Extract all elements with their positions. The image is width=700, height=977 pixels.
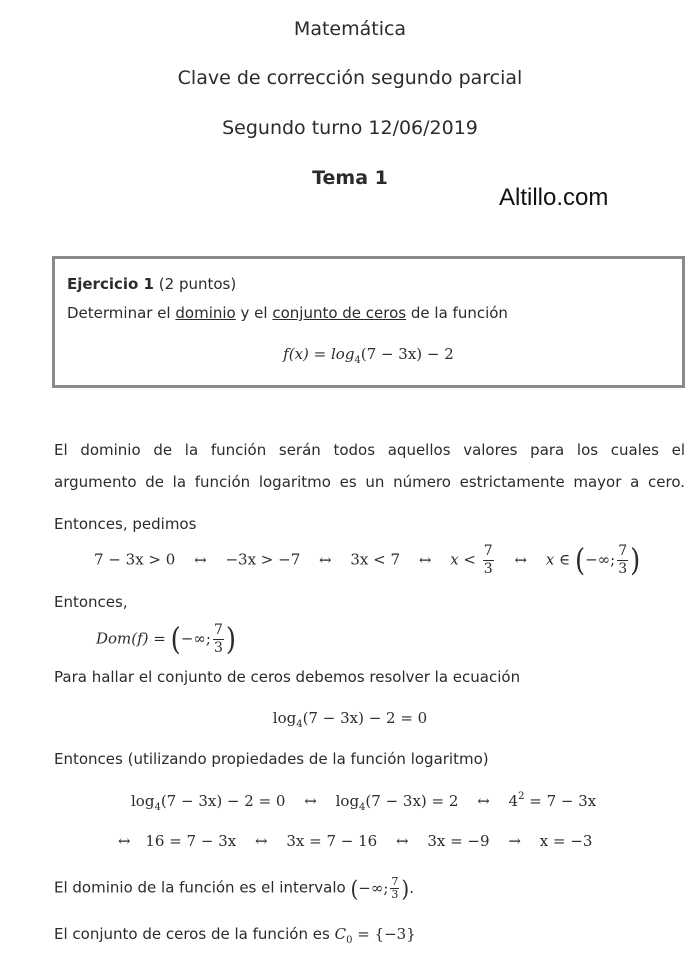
- paragraph-domain-2: argumento de la función logaritmo es un número estrictamente mayor a cero.: [54, 473, 685, 491]
- equation-step: x = −3: [539, 832, 593, 850]
- fraction-numerator: 7: [391, 875, 399, 888]
- fraction-numerator: 7: [618, 543, 628, 559]
- equation-step: = 7 − 3x: [529, 792, 597, 810]
- exercise-label: Ejercicio 1: [67, 275, 154, 293]
- log-text: log: [335, 792, 360, 810]
- fraction-denominator: 3: [213, 640, 223, 656]
- close-paren: ): [630, 542, 641, 579]
- equation-rest: (7 − 3x) − 2 = 0: [302, 709, 428, 727]
- equivalence-arrow: ↔: [194, 550, 207, 569]
- fraction: [213, 622, 224, 657]
- conclusion-text: El dominio de la función es el intervalo: [54, 878, 346, 897]
- interval-left: −∞;: [180, 629, 211, 648]
- domain-lhs: Dom(f) =: [96, 629, 166, 648]
- ineq-step: x <: [450, 550, 476, 569]
- interval-left: −∞;: [585, 550, 616, 569]
- solution-chain-1: [131, 791, 596, 813]
- zeros-subscript: 0: [346, 935, 353, 946]
- inequality-chain: [94, 543, 640, 578]
- log-base: 4: [296, 719, 303, 730]
- statement-text: Determinar el: [67, 304, 171, 322]
- close-paren: ): [225, 621, 237, 658]
- domain-interval: [350, 875, 414, 902]
- equivalence-arrow: ↔: [418, 550, 432, 569]
- fraction-numerator: 7: [213, 622, 223, 638]
- domain-result: [96, 622, 236, 657]
- conclusion-text: El conjunto de ceros de la función es: [54, 925, 330, 943]
- ineq-step: 3x < 7: [350, 550, 401, 569]
- fraction-denominator: 3: [618, 561, 628, 577]
- ineq-step: x ∈: [545, 550, 571, 569]
- zeros-symbol: C: [334, 925, 347, 943]
- subject-heading: Matemática: [293, 18, 407, 40]
- fraction: [483, 543, 494, 578]
- exercise-heading: [67, 275, 236, 293]
- period: .: [409, 878, 414, 897]
- ineq-step: −3x > −7: [225, 550, 301, 569]
- exam-turn-date: Segundo turno 12/06/2019: [222, 117, 478, 139]
- equivalence-arrow: ↔: [254, 832, 268, 850]
- paragraph-zeros-conclusion: [54, 925, 416, 946]
- log-base: 4: [359, 802, 366, 813]
- exercise-box: [52, 256, 685, 388]
- equivalence-arrow: ↔: [395, 832, 409, 850]
- fraction-denominator: 3: [483, 561, 493, 577]
- paragraph-entonces-pedimos: Entonces, pedimos: [54, 515, 197, 533]
- fraction-denominator: 3: [391, 888, 399, 901]
- function-rhs: (7 − 3x) − 2: [360, 345, 454, 363]
- statement-dominio: dominio: [175, 304, 236, 322]
- paragraph-domain-1: El dominio de la función serán todos aquellos valores para los cuales el: [54, 441, 685, 459]
- power-base: 4: [508, 792, 519, 810]
- document-title: Clave de corrección segundo parcial: [177, 67, 523, 89]
- equation-step: 3x = −9: [427, 832, 490, 850]
- exercise-points: (2 puntos): [158, 275, 237, 293]
- open-paren: (: [574, 542, 586, 579]
- open-paren: (: [350, 875, 359, 902]
- function-definition: [55, 345, 682, 366]
- equation-step: (7 − 3x) = 2: [365, 792, 459, 810]
- equation-step: (7 − 3x) − 2 = 0: [160, 792, 286, 810]
- power-exponent: 2: [518, 791, 525, 802]
- open-paren: (: [170, 621, 181, 658]
- paragraph-entonces: Entonces,: [54, 593, 128, 611]
- paragraph-ceros-intro: Para hallar el conjunto de ceros debemos resolver la ecuación: [54, 668, 521, 686]
- equivalence-arrow: ↔: [304, 792, 317, 810]
- interval-left: −∞;: [358, 878, 389, 897]
- equivalence-arrow: ↔: [514, 550, 528, 569]
- equivalence-arrow: ↔: [118, 832, 131, 850]
- close-paren: ): [401, 875, 410, 902]
- function-lhs: f(x) = log: [283, 345, 355, 363]
- statement-text: y el: [240, 304, 268, 322]
- implies-arrow: →: [508, 832, 521, 850]
- watermark-text: Altillo.com: [499, 184, 609, 211]
- equation-step: 3x = 7 − 16: [286, 832, 378, 850]
- zeros-value: = {−3}: [357, 925, 416, 943]
- fraction-numerator: 7: [483, 543, 493, 559]
- log-text: log: [131, 792, 155, 810]
- zero-equation: [0, 709, 700, 730]
- log-base: 4: [154, 802, 161, 813]
- statement-text: de la función: [410, 304, 508, 322]
- exercise-statement: [67, 304, 508, 322]
- paragraph-propiedades: Entonces (utilizando propiedades de la función logaritmo): [54, 750, 489, 768]
- fraction: [617, 543, 628, 578]
- paragraph-domain-conclusion: [54, 876, 414, 901]
- log-base: 4: [354, 355, 361, 366]
- equation-step: 16 = 7 − 3x: [145, 832, 237, 850]
- equivalence-arrow: ↔: [477, 792, 490, 810]
- log-text: log: [272, 709, 297, 727]
- topic-heading: Tema 1: [312, 167, 388, 189]
- fraction: [390, 876, 399, 901]
- statement-conjunto-ceros: conjunto de ceros: [272, 304, 407, 322]
- zeros-set: [334, 925, 416, 946]
- solution-chain-2: [118, 832, 606, 850]
- ineq-step: 7 − 3x > 0: [94, 550, 176, 569]
- equivalence-arrow: ↔: [319, 550, 332, 569]
